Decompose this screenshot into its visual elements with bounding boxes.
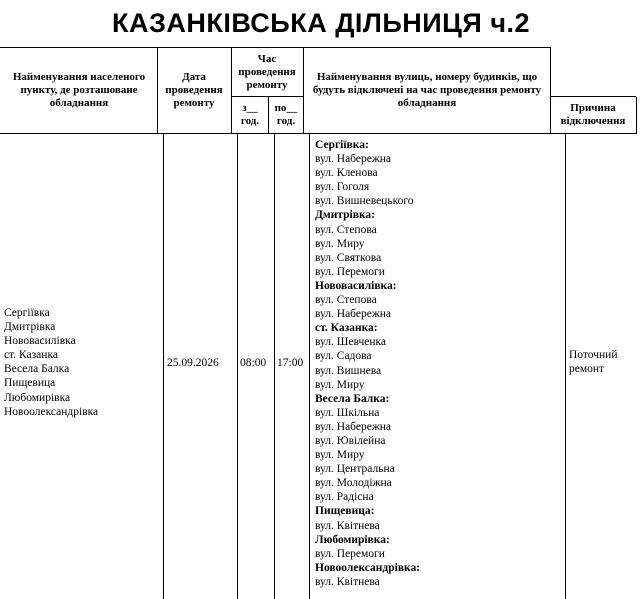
header-date: Дата проведення ремонту [165, 70, 223, 109]
street-item: вул. Миру [315, 237, 365, 250]
street-item: вул. Радісна [315, 491, 374, 504]
street-item: вул. Вишнева [315, 364, 382, 377]
street-item: вул. Шевченка [315, 336, 387, 349]
street-item: вул. Степова [315, 294, 377, 307]
street-item: вул. Садова [315, 350, 372, 363]
col-divider-3-body [274, 134, 275, 599]
locality-item: Любомирівка [4, 391, 71, 404]
street-item: вул. Перемоги [315, 547, 385, 560]
header-time-to: по__ год. [274, 102, 298, 127]
header-locality: Найменування населеного пункту, де розташоване обладнання [12, 70, 146, 109]
street-group-heading: Сергіївка: [315, 139, 369, 151]
header-time-from: з__ год. [240, 102, 260, 127]
street-item: вул. Квітнева [315, 575, 380, 588]
col-divider-1-body [163, 134, 164, 599]
street-group-heading: Весела Балка: [315, 392, 390, 405]
street-item: вул. Миру [315, 378, 365, 391]
street-item: вул. Святкова [315, 251, 382, 264]
street-item: вул. Шкільна [315, 406, 380, 419]
street-item: вул. Набережна [315, 153, 392, 166]
street-group-heading: Новоолександрівка: [315, 561, 421, 574]
repair-date: 25.09.2026 [167, 357, 219, 369]
col-divider-2-body [237, 134, 238, 599]
street-item: вул. Квітнева [315, 519, 380, 532]
street-item: вул. Миру [315, 449, 365, 462]
time-to: 17:00 [277, 357, 304, 369]
col-divider-6-head [636, 97, 637, 134]
street-item: вул. Перемоги [315, 265, 385, 278]
locality-item: ст. Казанка [4, 349, 58, 362]
street-item: вул. Набережна [315, 420, 392, 433]
street-group-heading: ст. Казанка: [315, 322, 378, 335]
header-reason: Причина відключення [560, 102, 626, 127]
locality-item: Нововасилівка [4, 335, 76, 348]
col-divider-4-body [309, 134, 310, 599]
street-item: вул. Кленова [315, 167, 378, 180]
locality-item: Новоолександрівка [4, 405, 99, 418]
street-group-heading: Нововасилівка: [315, 279, 397, 292]
street-item: вул. Молодіжна [315, 477, 392, 490]
time-from: 08:00 [240, 357, 267, 369]
reason-value: Поточний ремонт [569, 349, 618, 376]
locality-item: Весела Балка [4, 363, 70, 376]
street-item: вул. Центральна [315, 463, 395, 476]
page-title: КАЗАНКІВСЬКА ДІЛЬНИЦЯ ч.2 [111, 8, 531, 38]
col-divider-5-body [565, 134, 566, 599]
header-bottom-border [0, 133, 636, 134]
locality-item: Сергіївка [4, 307, 50, 319]
street-group-heading: Дмитрівка: [315, 209, 375, 222]
locality-item: Дмитрівка [4, 321, 56, 334]
streets-list [315, 138, 420, 589]
street-item: вул. Набережна [315, 308, 392, 321]
localities-list [4, 306, 98, 419]
street-item: вул. Гоголя [315, 181, 370, 194]
street-item: вул. Вишневецького [315, 195, 414, 208]
locality-item: Пищевица [4, 377, 56, 390]
header-streets: Найменування вулиць, номеру будинків, що будуть відключені на час проведення ремонту обладнання [312, 70, 542, 109]
header-time: Час проведення ремонту [238, 52, 296, 91]
col-divider-4-head [303, 47, 304, 134]
street-item: вул. Степова [315, 223, 377, 236]
street-group-heading: Любомирівка: [315, 533, 390, 546]
street-group-heading: Пищевица: [315, 505, 375, 518]
street-item: вул. Ювілейна [315, 434, 386, 447]
